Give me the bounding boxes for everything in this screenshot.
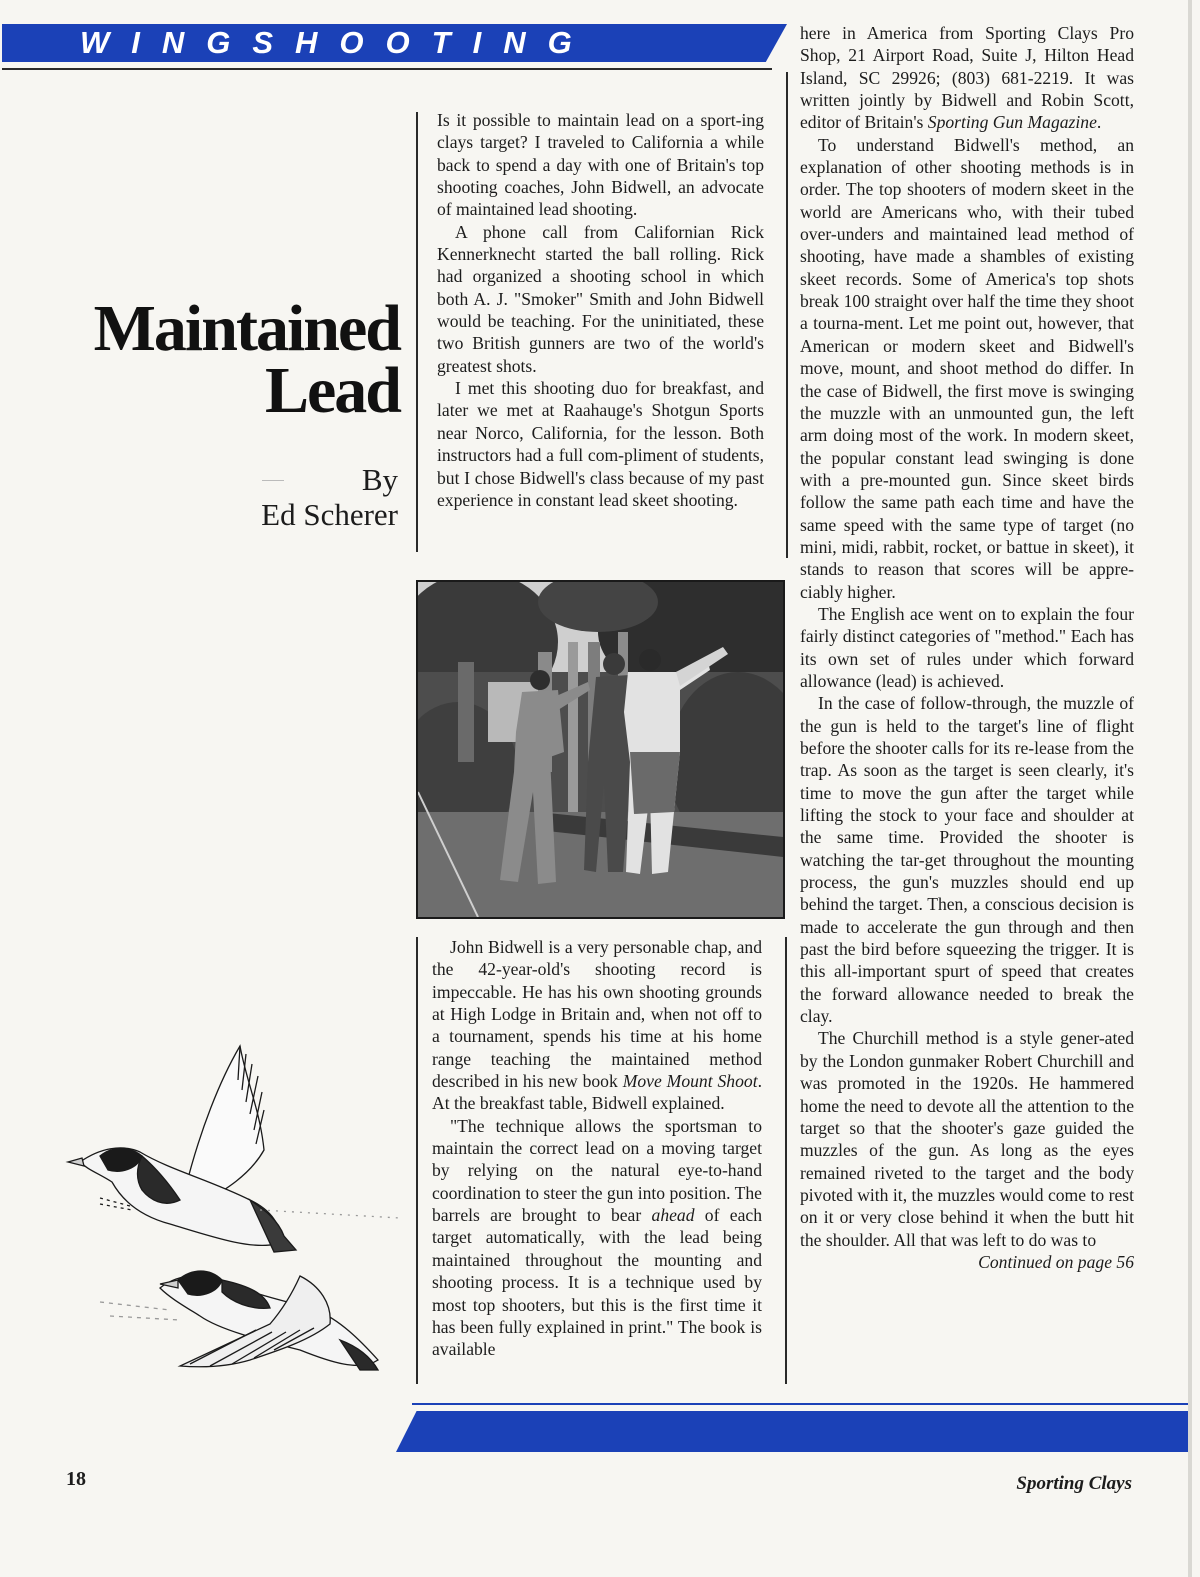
paragraph: The English ace went on to explain the four fairly distinct categories of "method." Each has its own set of rules under which forward allowance (lead) is achieved. xyxy=(800,603,1134,691)
page-number: 18 xyxy=(66,1468,86,1490)
article-column-2 xyxy=(432,936,762,1361)
paragraph: A phone call from Californian Rick Kennerknecht started the ball rolling. Rick had organized a shooting school in which both A. J. "Smoker" Smith and John Bidwell would be teaching. For the uninitiated, these two British gunners are two of the world's greatest shots. xyxy=(437,221,764,376)
paragraph: John Bidwell is a very personable chap, and the 42-year-old's shooting record is impeccable. He has his own shooting grounds at High Lodge in Britain and, when not off to a tournament, spends his time at his home range teaching the maintained method described in his new book Move Mount Shoot. At the breakfast table, Bidwell explained. xyxy=(432,937,762,1114)
paragraph: Is it possible to maintain lead on a sport-ing clays target? I traveled to California a while back to spend a day with one of Britain's top shooting coaches, John Bidwell, an advocate of maintained lead shooting. xyxy=(437,110,764,220)
byline-author: Ed Scherer xyxy=(261,497,398,532)
paragraph: here in America from Sporting Clays Pro Shop, 21 Airport Road, Suite J, Hilton Head Island, SC 29926; (803) 681-2219. It was written jointly by Bidwell and Robin Scott, editor of Britain's Sporting Gun Magazine. xyxy=(800,23,1134,133)
paragraph: To understand Bidwell's method, an explanation of other shooting methods is in order. The top shooters of modern skeet in the world are Americans who, with their tubed over-unders and maintained lead method of shooting, have made a shambles of existing skeet records. Some of America's top shots break 100 straight over half the time they shoot a tourna-ment. Let me point out, however, that American or modern skeet and Bidwell's move, mount, and shoot method do differ. In the case of Bidwell, the first move is swinging the muzzle with an unmounted gun, the left arm doing most of the work. In modern skeet, the popular constant lead swinging is done with a pre-mounted gun. Since skeet birds follow the same path each time and have the same speed with the same type of target (no mini, midi, rabbit, rocket, or battue in skeet), it stands to reason that scores will be appre-ciably higher. xyxy=(800,134,1134,602)
italic-title: Sporting Gun Magazine xyxy=(927,112,1097,133)
italic-title: Move Mount Shoot xyxy=(622,1071,758,1092)
article-column-1 xyxy=(437,109,764,511)
header-rule xyxy=(2,68,772,70)
column-rule xyxy=(785,937,787,1384)
title-line-2: Lead xyxy=(264,354,400,427)
paragraph: "The technique allows the sportsman to maintain the correct lead on a moving target by relying on the natural eye-to-hand coordination to steer the gun into position. The barrels are brought to bear ahead of each target automatically, with the lead being maintained throughout the mounting and shooting process. It is a technique used by most top shooters, but this is the first time it has been fully explained in print." The book is available xyxy=(432,1115,762,1360)
magazine-name: Sporting Clays xyxy=(1016,1473,1132,1494)
title-line-1: Maintained xyxy=(93,292,400,365)
continued-note: Continued on page 56 xyxy=(978,1251,1134,1272)
paragraph: I met this shooting duo for breakfast, and later we met at Raahauge's Shotgun Sports near Norco, California, for the lesson. Both instructors had a full com-pliment of students, but I chose Bidwell's class because of my past experience in constant lead skeet shooting. xyxy=(437,378,764,510)
footer-rule xyxy=(412,1403,1188,1405)
column-rule xyxy=(416,937,418,1384)
paragraph: In the case of follow-through, the muzzle of the gun is held to the target's line of flight before the shooter calls for its re-lease from the trap. As soon as the target is seen clearly, it's time to move the gun after the target while lifting the stock to your face and shoulder at the same time. Provided the shooter is watching the tar-get throughout the mounting process, the gun's muzzles should end up behind the target. Then, a conscious decision is made to accelerate the gun through and then past the bird before squeezing the trigger. It is this all-important spurt of speed that creates the forward allowance needed to break the clay. xyxy=(800,693,1134,1027)
article-photo xyxy=(416,580,785,919)
italic-title: ahead xyxy=(651,1205,695,1226)
column-rule xyxy=(786,72,788,558)
column-rule xyxy=(416,112,418,552)
paragraph: The Churchill method is a style gener-ated by the London gunmaker Robert Churchill and was promoted in the 1920s. He hammered home the need to devote all the attention to the target so that the shooter's gaze guided the muzzles of the gun. As long as the eyes remained riveted to the target and the body pivoted with it, the muzzles would come to rest on it or very close behind it when the butt hit the shoulder. All that was left to do was to xyxy=(800,1028,1134,1250)
article-column-3 xyxy=(800,22,1134,1273)
article-title xyxy=(40,292,400,427)
byline-by: By xyxy=(361,462,398,497)
footer-band xyxy=(396,1411,1188,1452)
duck-illustration xyxy=(60,1040,400,1390)
section-title: WINGSHOOTING xyxy=(80,25,594,60)
page-edge xyxy=(1188,0,1192,1577)
